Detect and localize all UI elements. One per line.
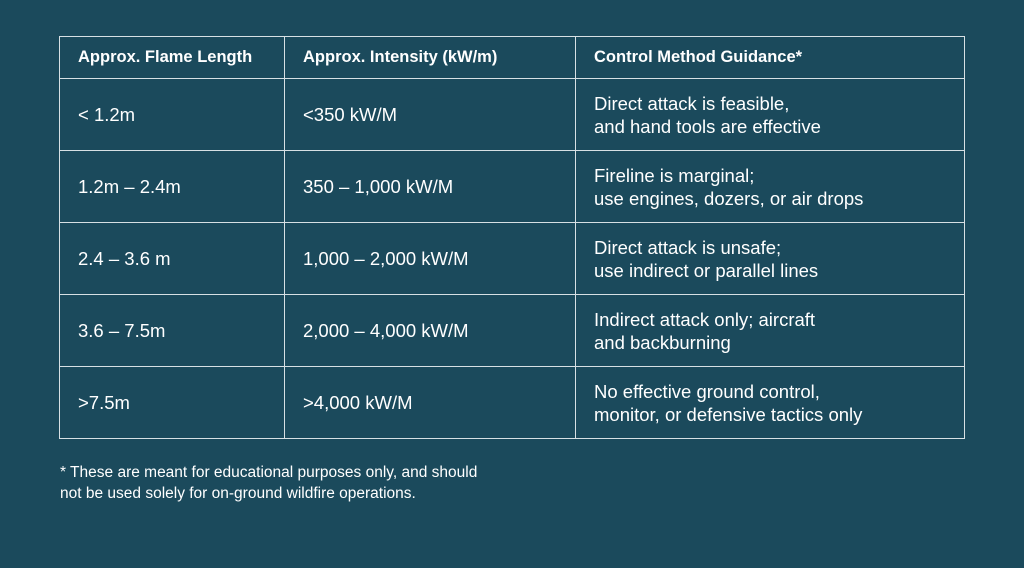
table-row	[60, 295, 965, 367]
guidance-line: and backburning	[594, 331, 731, 353]
guidance-line: use engines, dozers, or air drops	[594, 187, 864, 209]
guidance-line: use indirect or parallel lines	[594, 259, 819, 281]
intensity-cell: >4,000 kW/M	[285, 367, 576, 439]
table-header-row	[60, 37, 965, 79]
flame-length-cell: >7.5m	[60, 367, 285, 439]
guidance-cell	[576, 79, 965, 151]
header-flame-length: Approx. Flame Length	[60, 37, 285, 79]
guidance-line: Fireline is marginal;	[594, 164, 755, 186]
intensity-cell: <350 kW/M	[285, 79, 576, 151]
guidance-cell	[576, 367, 965, 439]
intensity-cell: 350 – 1,000 kW/M	[285, 151, 576, 223]
guidance-line: Direct attack is feasible,	[594, 92, 790, 114]
guidance-cell	[576, 295, 965, 367]
header-control-guidance: Control Method Guidance*	[576, 37, 965, 79]
flame-length-cell: 3.6 – 7.5m	[60, 295, 285, 367]
footnote-line: * These are meant for educational purposes only, and should	[60, 464, 478, 481]
table-row	[60, 367, 965, 439]
header-intensity: Approx. Intensity (kW/m)	[285, 37, 576, 79]
guidance-cell	[576, 223, 965, 295]
guidance-line: monitor, or defensive tactics only	[594, 403, 863, 425]
table-row	[60, 151, 965, 223]
intensity-cell: 1,000 – 2,000 kW/M	[285, 223, 576, 295]
guidance-cell	[576, 151, 965, 223]
flame-length-cell: 1.2m – 2.4m	[60, 151, 285, 223]
table-row	[60, 223, 965, 295]
intensity-cell: 2,000 – 4,000 kW/M	[285, 295, 576, 367]
flame-length-cell: 2.4 – 3.6 m	[60, 223, 285, 295]
flame-length-cell: < 1.2m	[60, 79, 285, 151]
guidance-line: Indirect attack only; aircraft	[594, 308, 816, 330]
footnote	[60, 462, 580, 504]
guidance-line: and hand tools are effective	[594, 115, 821, 137]
guidance-line: Direct attack is unsafe;	[594, 236, 782, 258]
fire-control-guidance-table	[59, 36, 965, 439]
table-row	[60, 79, 965, 151]
guidance-line: No effective ground control,	[594, 380, 820, 402]
footnote-line: not be used solely for on-ground wildfire operations.	[60, 485, 416, 502]
